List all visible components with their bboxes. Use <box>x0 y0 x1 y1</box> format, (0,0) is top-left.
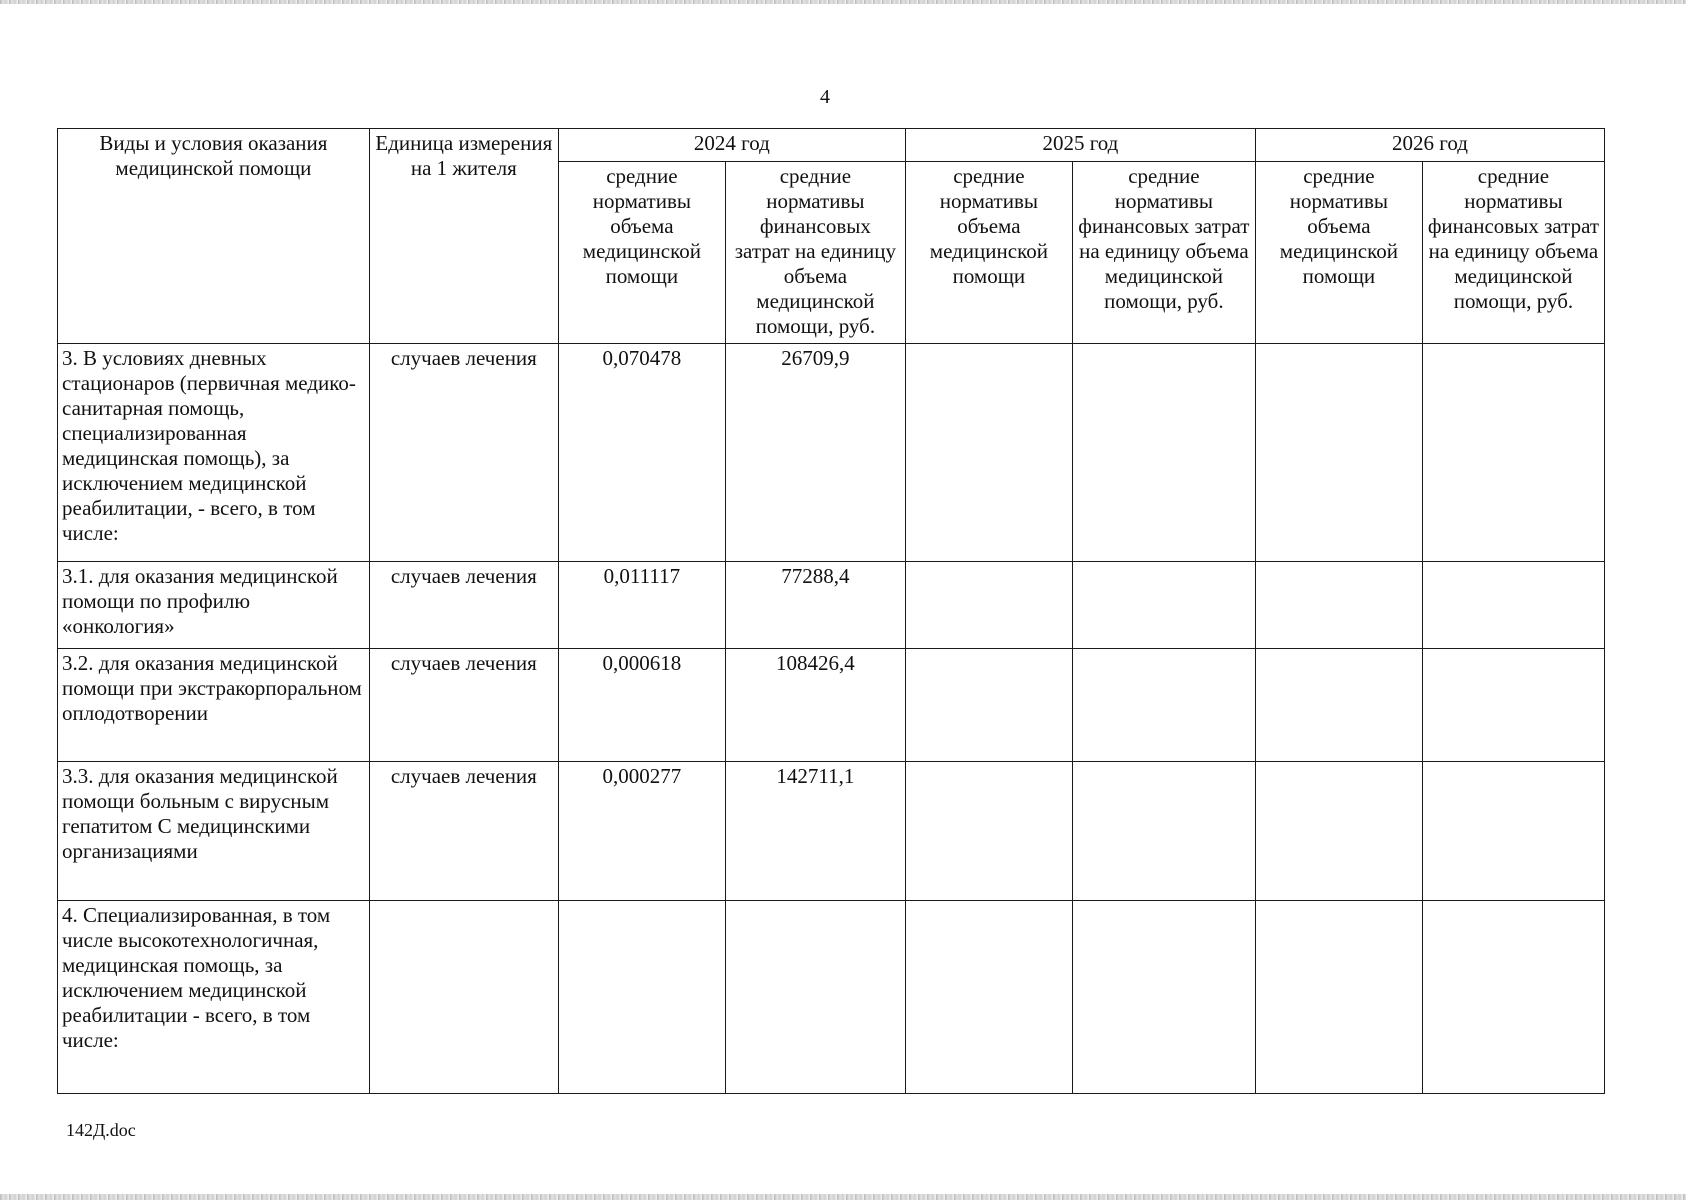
cell-2025-volume <box>905 762 1072 901</box>
table-body <box>58 344 1605 1094</box>
header-year-2025: 2025 год <box>905 129 1255 162</box>
page-number: 4 <box>820 86 830 108</box>
cell-2024-volume: 0,070478 <box>558 344 725 562</box>
row-type: 3.3. для оказания медицинской помощи больным с вирусным гепатитом С медицинскими организациями <box>58 762 370 901</box>
row-unit: случаев лечения <box>369 762 558 901</box>
cell-2026-volume <box>1255 649 1422 762</box>
cell-2024-volume <box>558 901 725 1094</box>
cell-2025-cost <box>1072 344 1255 562</box>
cell-2025-volume <box>905 344 1072 562</box>
cell-2026-cost <box>1422 344 1604 562</box>
cell-2024-cost: 142711,1 <box>725 762 905 901</box>
cell-2025-cost <box>1072 562 1255 649</box>
cell-2026-volume <box>1255 344 1422 562</box>
header-2026-cost: средние нормативы финансовых затрат на единицу объема медицинской помощи, руб. <box>1422 162 1604 344</box>
header-2026-volume: средние нормативы объема медицинской помощи <box>1255 162 1422 344</box>
table-row <box>58 562 1605 649</box>
row-type: 3. В условиях дневных стационаров (первичная медико-санитарная помощь, специализированная медицинская помощь), за исключением медицинской реабилитации, - всего, в том числе: <box>58 344 370 562</box>
cell-2024-cost: 77288,4 <box>725 562 905 649</box>
cell-2025-volume <box>905 649 1072 762</box>
header-2025-volume: средние нормативы объема медицинской помощи <box>905 162 1072 344</box>
footer-filename: 142Д.doc <box>66 1120 136 1140</box>
cell-2025-volume <box>905 901 1072 1094</box>
scan-edge-top <box>0 0 1686 4</box>
header-2025-cost: средние нормативы финансовых затрат на единицу объема медицинской помощи, руб. <box>1072 162 1255 344</box>
header-year-2026: 2026 год <box>1255 129 1604 162</box>
cell-2026-cost <box>1422 762 1604 901</box>
row-type: 4. Специализированная, в том числе высокотехнологичная, медицинская помощь, за исключением медицинской реабилитации - всего, в том числе: <box>58 901 370 1094</box>
table-row <box>58 901 1605 1094</box>
header-row-years <box>58 129 1605 162</box>
row-unit: случаев лечения <box>369 649 558 762</box>
cell-2026-cost <box>1422 649 1604 762</box>
cell-2025-cost <box>1072 901 1255 1094</box>
cell-2026-volume <box>1255 562 1422 649</box>
row-unit: случаев лечения <box>369 344 558 562</box>
cell-2025-cost <box>1072 649 1255 762</box>
cell-2025-volume <box>905 562 1072 649</box>
table-row <box>58 649 1605 762</box>
row-type: 3.1. для оказания медицинской помощи по профилю «онкология» <box>58 562 370 649</box>
header-2024-cost: средние нормативы финансовых затрат на единицу объема медицинской помощи, руб. <box>725 162 905 344</box>
header-type-of-care: Виды и условия оказания медицинской помощи <box>58 129 370 344</box>
table-header <box>58 129 1605 344</box>
cell-2026-cost <box>1422 901 1604 1094</box>
cell-2025-cost <box>1072 762 1255 901</box>
row-unit: случаев лечения <box>369 562 558 649</box>
cell-2026-volume <box>1255 901 1422 1094</box>
cell-2024-cost <box>725 901 905 1094</box>
cell-2024-volume: 0,000277 <box>558 762 725 901</box>
cell-2024-volume: 0,011117 <box>558 562 725 649</box>
cell-2024-cost: 108426,4 <box>725 649 905 762</box>
header-year-2024: 2024 год <box>558 129 905 162</box>
cell-2024-volume: 0,000618 <box>558 649 725 762</box>
norms-table <box>57 128 1605 1094</box>
cell-2026-volume <box>1255 762 1422 901</box>
table-row <box>58 762 1605 901</box>
row-unit <box>369 901 558 1094</box>
header-unit: Единица измерения на 1 жителя <box>369 129 558 344</box>
table-row <box>58 344 1605 562</box>
header-2024-volume: средние нормативы объема медицинской помощи <box>558 162 725 344</box>
row-type: 3.2. для оказания медицинской помощи при экстракорпоральном оплодотворении <box>58 649 370 762</box>
scan-edge-bottom <box>0 1194 1686 1200</box>
cell-2026-cost <box>1422 562 1604 649</box>
cell-2024-cost: 26709,9 <box>725 344 905 562</box>
